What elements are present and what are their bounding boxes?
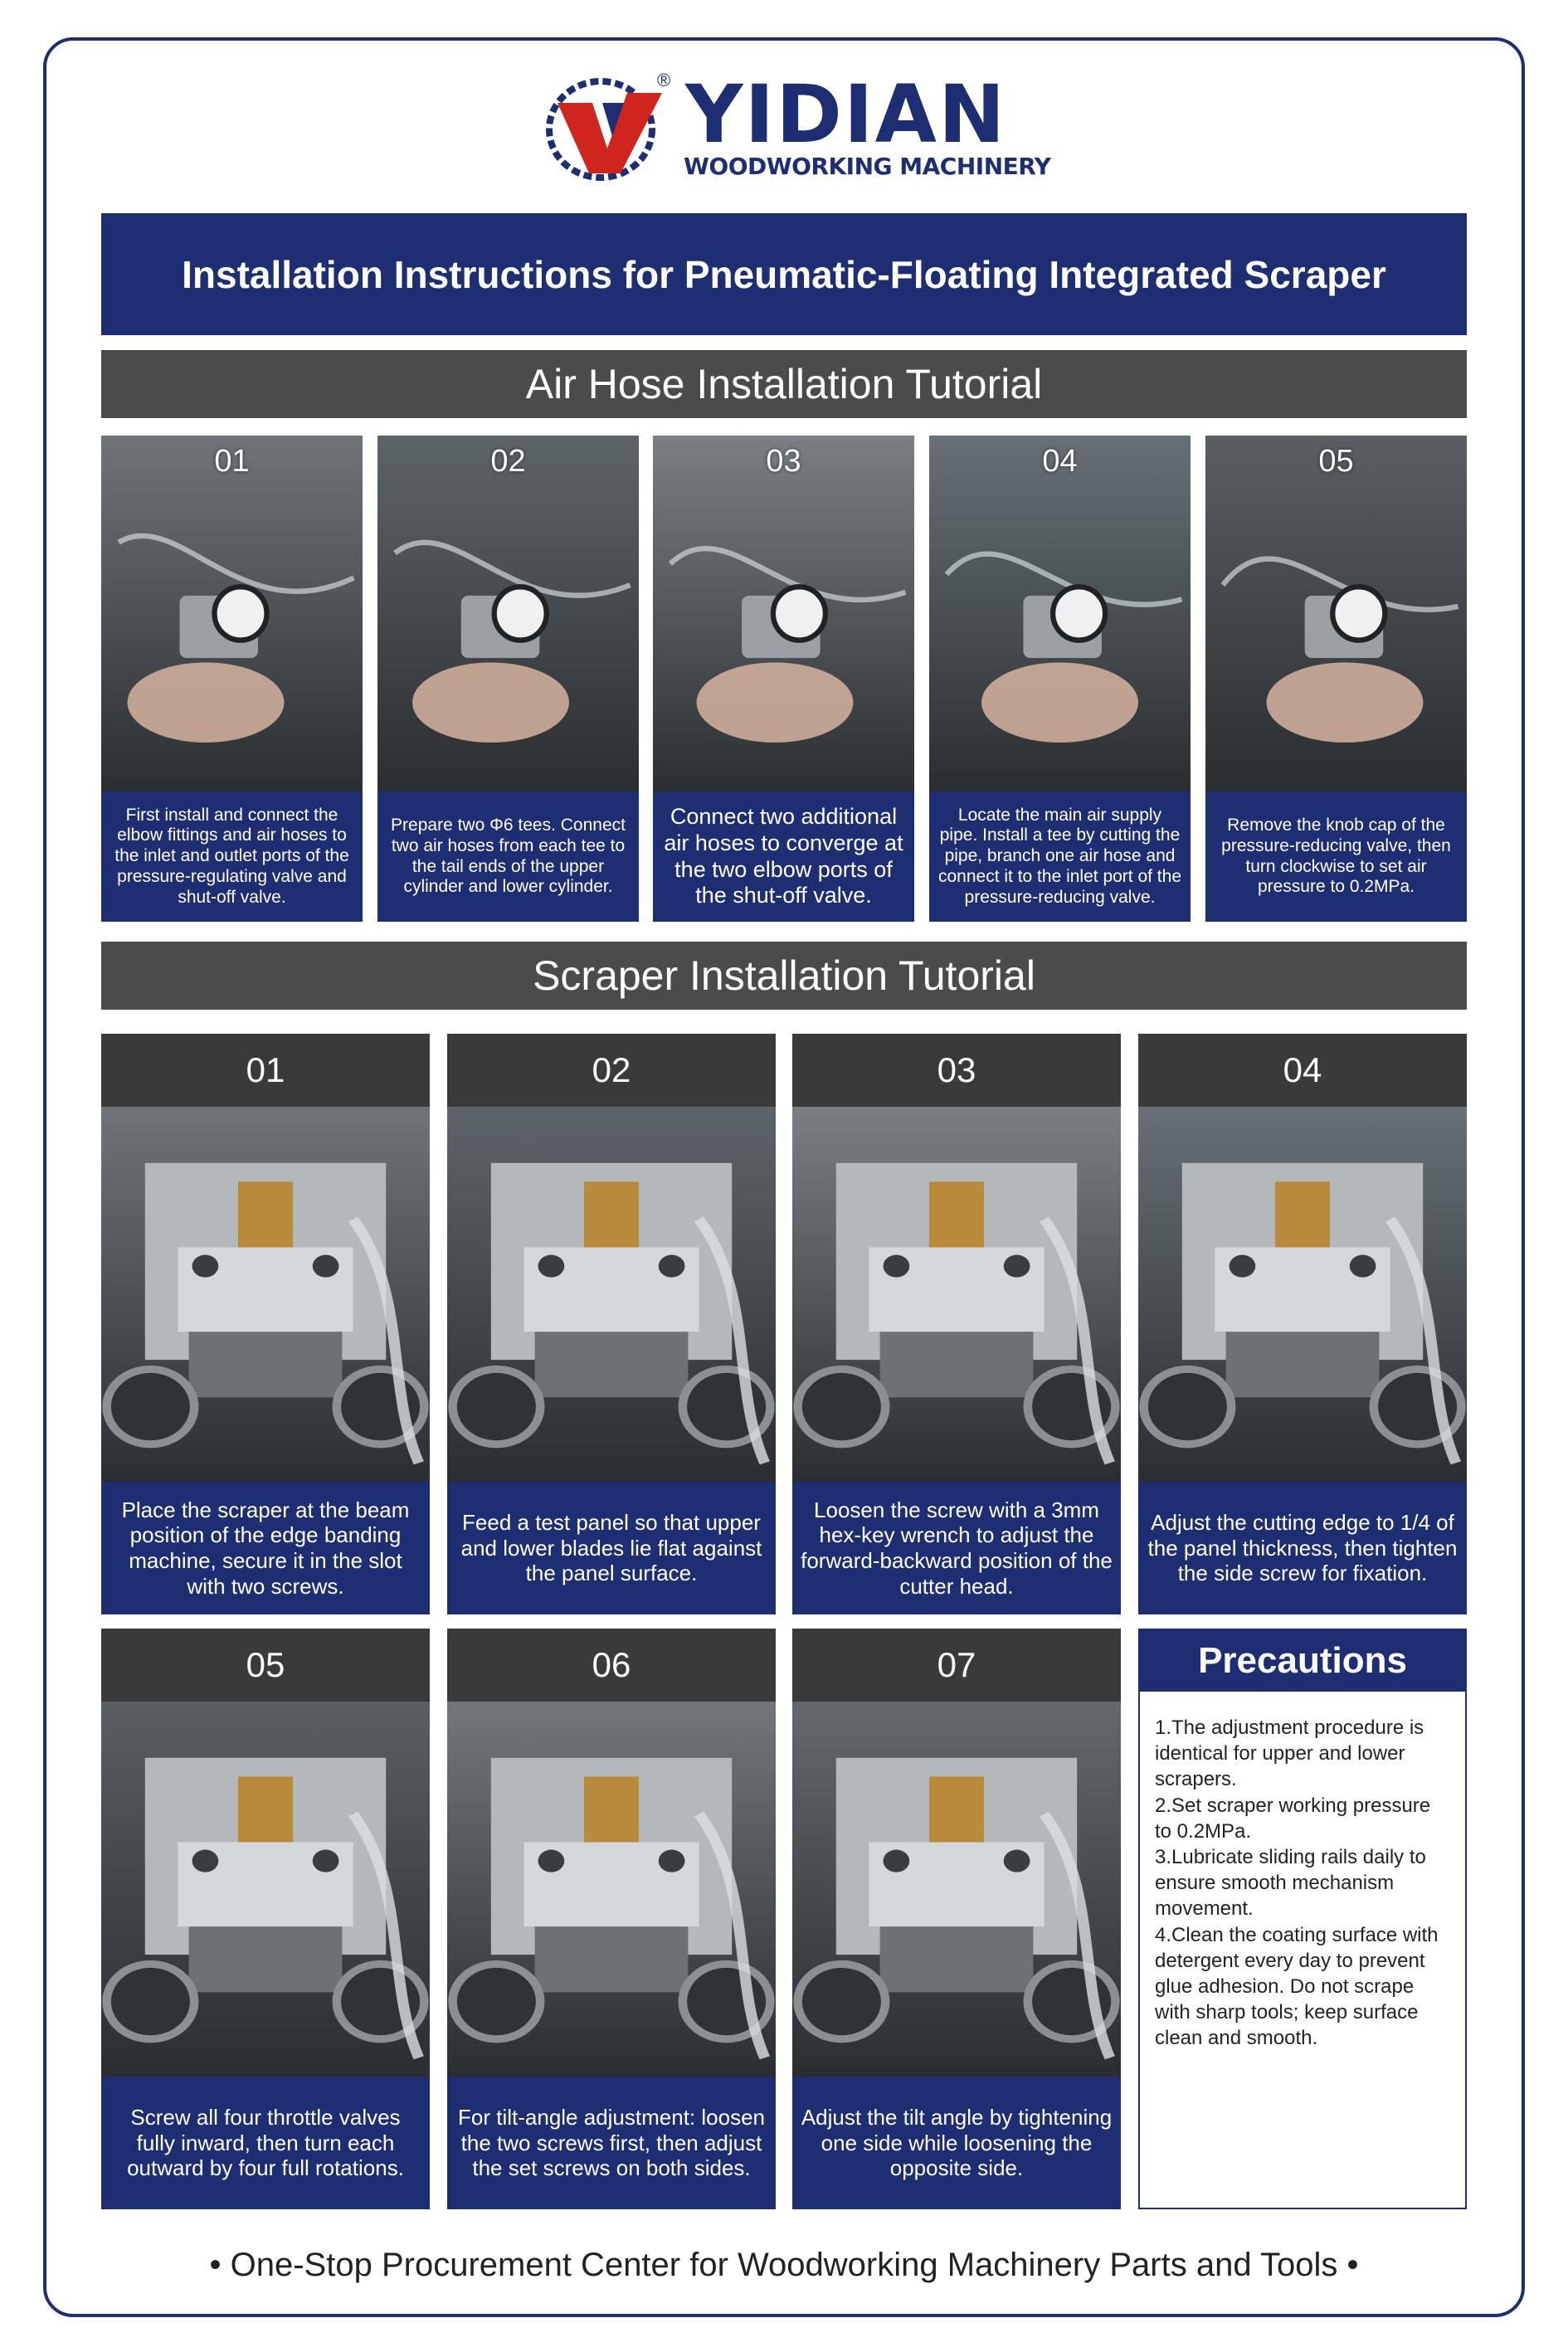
step-number: 04 — [1138, 1034, 1467, 1107]
step-number: 04 — [1042, 444, 1078, 479]
photo-illustration-icon — [377, 436, 639, 791]
air-hose-step-4 — [929, 436, 1191, 922]
step-photo — [1205, 436, 1467, 791]
photo-illustration-icon — [447, 1702, 776, 2077]
step-caption: Prepare two Φ6 tees. Connect two air hoses from each tee to the tail ends of the upper cylinder and lower cylinder. — [377, 791, 639, 922]
step-photo — [101, 1107, 430, 1482]
step-photo — [929, 436, 1191, 791]
photo-illustration-icon — [792, 1702, 1121, 2077]
step-photo — [447, 1107, 776, 1482]
step-photo — [101, 1702, 430, 2077]
step-number: 07 — [792, 1629, 1121, 1702]
precaution-item: 1.The adjustment procedure is identical for upper and lower scrapers. — [1155, 1717, 1424, 1791]
air-hose-step-2 — [377, 436, 639, 922]
photo-illustration-icon — [101, 436, 363, 791]
brand-logo — [541, 68, 1051, 186]
precaution-item: 2.Set scraper working pressure to 0.2MPa. — [1155, 1794, 1431, 1843]
brand-tagline: WOODWORKING MACHINERY — [684, 153, 1051, 180]
step-number: 01 — [214, 444, 250, 479]
precautions-list — [1140, 1692, 1465, 2051]
step-number: 03 — [766, 444, 801, 479]
air-hose-step-1 — [101, 436, 363, 922]
step-caption: Connect two additional air hoses to converge at the two elbow ports of the shut-off valve. — [653, 791, 914, 922]
step-photo — [1138, 1107, 1467, 1482]
photo-illustration-icon — [101, 1702, 430, 2077]
step-number: 05 — [1318, 444, 1354, 479]
step-caption: Loosen the screw with a 3mm hex-key wrench to adjust the forward-backward position of the cutter head. — [792, 1482, 1121, 1614]
step-caption: Locate the main air supply pipe. Install a tee by cutting the pipe, branch one air hose and connect it to the inlet port of the pressure-reducing valve. — [929, 791, 1191, 922]
step-photo — [792, 1107, 1121, 1482]
page-title: Installation Instructions for Pneumatic-Floating Integrated Scraper — [101, 213, 1467, 335]
photo-illustration-icon — [1138, 1107, 1467, 1482]
step-caption: For tilt-angle adjustment: loosen the two screws first, then adjust the set screws on both sides. — [447, 2077, 776, 2209]
scraper-heading: Scraper Installation Tutorial — [101, 942, 1467, 1010]
step-caption: Adjust the tilt angle by tightening one side while loosening the opposite side. — [792, 2077, 1121, 2209]
step-caption: Remove the knob cap of the pressure-reducing valve, then turn clockwise to set air pressure to 0.2MPa. — [1205, 791, 1467, 922]
step-photo — [447, 1702, 776, 2077]
step-photo — [653, 436, 914, 791]
precautions-panel — [1138, 1629, 1467, 2209]
photo-illustration-icon — [447, 1107, 776, 1482]
step-number: 05 — [101, 1629, 430, 1702]
air-hose-step-5 — [1205, 436, 1467, 922]
step-number: 02 — [447, 1034, 776, 1107]
step-photo — [101, 436, 363, 791]
scraper-step-2 — [447, 1034, 776, 1614]
precaution-item: 3.Lubricate sliding rails daily to ensure smooth mechanism movement. — [1155, 1845, 1426, 1921]
scraper-step-5 — [101, 1629, 430, 2209]
step-caption: Place the scraper at the beam position of the edge banding machine, secure it in the slot with two screws. — [101, 1482, 430, 1614]
step-photo — [792, 1702, 1121, 2077]
step-caption: Screw all four throttle valves fully inward, then turn each outward by four full rotations. — [101, 2077, 430, 2209]
air-hose-step-3 — [653, 436, 914, 922]
step-number: 01 — [101, 1034, 430, 1107]
scraper-step-4 — [1138, 1034, 1467, 1614]
scraper-step-7 — [792, 1629, 1121, 2209]
step-caption: Adjust the cutting edge to 1/4 of the panel thickness, then tighten the side screw for fixation. — [1138, 1482, 1467, 1614]
precaution-item: 4.Clean the coating surface with detergent every day to prevent glue adhesion. Do not scrape with sharp tools; keep surface clean and smooth. — [1155, 1923, 1439, 2050]
photo-illustration-icon — [653, 436, 914, 791]
scraper-step-6 — [447, 1629, 776, 2209]
scraper-step-3 — [792, 1034, 1121, 1614]
step-photo — [377, 436, 639, 791]
photo-illustration-icon — [929, 436, 1191, 791]
air-hose-heading: Air Hose Installation Tutorial — [101, 350, 1467, 418]
footer-slogan: • One-Stop Procurement Center for Woodworking Machinery Parts and Tools • — [209, 2247, 1359, 2283]
registered-mark: ® — [657, 70, 671, 90]
step-caption: Feed a test panel so that upper and lower blades lie flat against the panel surface. — [447, 1482, 776, 1614]
photo-illustration-icon — [101, 1107, 430, 1482]
step-number: 06 — [447, 1629, 776, 1702]
scraper-step-1 — [101, 1034, 430, 1614]
step-number: 03 — [792, 1034, 1121, 1107]
step-number: 02 — [490, 444, 526, 479]
brand-name: YIDIAN — [685, 68, 1007, 161]
photo-illustration-icon — [792, 1107, 1121, 1482]
photo-illustration-icon — [1205, 436, 1467, 791]
logo-emblem-icon — [541, 70, 674, 186]
precautions-heading: Precautions — [1140, 1630, 1465, 1692]
step-caption: First install and connect the elbow fittings and air hoses to the inlet and outlet ports of the pressure-regulating valve and shut-off valve. — [101, 791, 363, 922]
